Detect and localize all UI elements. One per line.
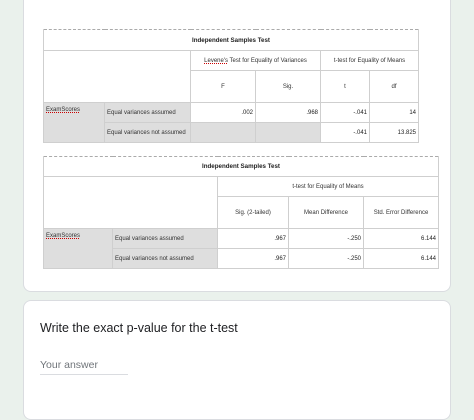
col-header-std-error-difference: Std. Error Difference [364, 197, 439, 229]
row-label: Equal variances assumed [105, 103, 191, 123]
cell-mean-difference: -.250 [289, 229, 364, 249]
col-header-f: F [191, 71, 256, 103]
cell-sig-2-tailed: .967 [218, 229, 289, 249]
independent-samples-test-table-1 [43, 29, 419, 143]
question-title: Write the exact p-value for the t-test [40, 321, 238, 335]
dependent-variable-label: ExamScores [44, 103, 105, 143]
table-title: Independent Samples Test [44, 157, 439, 177]
table-row [44, 103, 419, 123]
cell-std-error-difference: 6.144 [364, 249, 439, 269]
levene-header-text: Test for Equality of Variances [228, 57, 307, 64]
cell-df: 13.825 [370, 123, 419, 143]
cell-t: -.041 [321, 123, 370, 143]
cell-sig: .968 [256, 103, 321, 123]
col-header-sig: Sig. [256, 71, 321, 103]
levene-header [191, 51, 321, 71]
table-corner [44, 51, 191, 103]
dependent-variable-label: ExamScores [44, 229, 113, 269]
col-header-mean-difference: Mean Difference [289, 197, 364, 229]
col-header-df: df [370, 71, 419, 103]
cell-f: .002 [191, 103, 256, 123]
answer-input[interactable] [40, 356, 128, 375]
ttest-header: t-test for Equality of Means [218, 177, 439, 197]
cell-f-empty [191, 123, 256, 143]
row-label: Equal variances not assumed [105, 123, 191, 143]
cell-sig-empty [256, 123, 321, 143]
cell-mean-difference: -.250 [289, 249, 364, 269]
col-header-t: t [321, 71, 370, 103]
independent-samples-test-table-2 [43, 156, 439, 269]
table-title: Independent Samples Test [44, 30, 419, 51]
table-row [44, 229, 439, 249]
table-corner [44, 177, 218, 229]
cell-std-error-difference: 6.144 [364, 229, 439, 249]
cell-df: 14 [370, 103, 419, 123]
col-header-sig-2-tailed: Sig. (2-tailed) [218, 197, 289, 229]
ttest-header: t-test for Equality of Means [321, 51, 419, 71]
row-label: Equal variances not assumed [113, 249, 218, 269]
cell-sig-2-tailed: .967 [218, 249, 289, 269]
levene-name: Levene's [204, 57, 228, 64]
cell-t: -.041 [321, 103, 370, 123]
row-label: Equal variances assumed [113, 229, 218, 249]
